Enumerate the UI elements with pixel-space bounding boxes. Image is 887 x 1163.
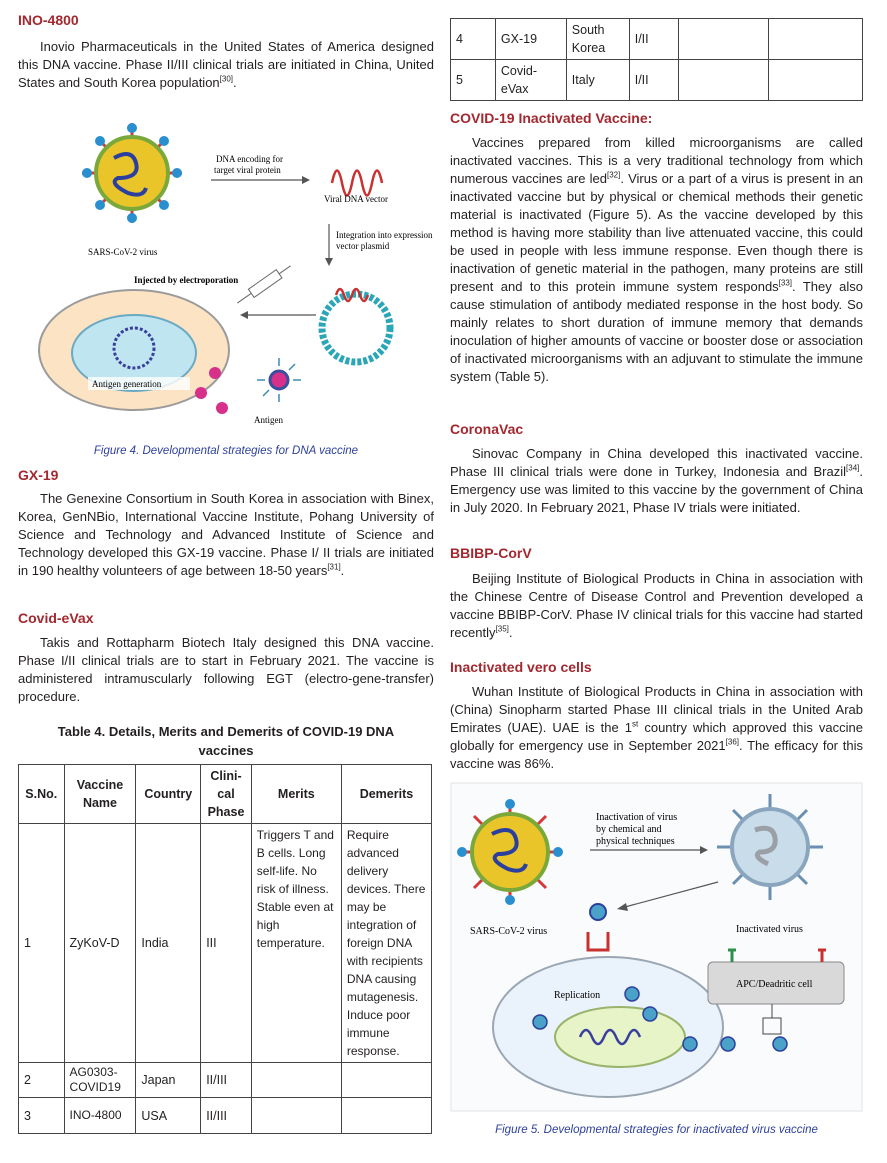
table-cell [251,1063,341,1098]
svg-text:DNA encoding for: DNA encoding for [216,154,283,164]
bbibp-heading: BBIBP-CorV [450,545,532,561]
svg-text:Inactivated virus: Inactivated virus [736,924,803,935]
table-cell: Require advanced delivery devices. There may be integration of foreign DNA with recipients DNA causing mutagenesis. Induce poor immune response. [341,824,431,1063]
ino4800-heading: INO-4800 [18,12,79,28]
table-row [451,19,863,60]
table-header: Clini-cal Phase [201,765,252,824]
table-cell: India [136,824,201,1063]
table-cell: South Korea [566,19,629,60]
table-cell: 4 [451,19,496,60]
table-cell: II/III [201,1063,252,1098]
svg-text:Integration into expression: Integration into expression [336,230,433,240]
table-cell [251,1098,341,1134]
svg-text:Inactivation of virus: Inactivation of virus [596,812,678,823]
table-cell: II/III [201,1098,252,1134]
svg-text:Replication: Replication [554,990,601,1001]
table-cell [769,19,863,60]
gx19-paragraph: The Genexine Consortium in South Korea in association with Binex, Korea, GenNBio, International Vaccine Institute, Pohang University of Science and Technology and Advanced Institute of Science and Technology developed this GX-19 vaccine. Phase I/ II trials are initiated in 190 healthy volunteers of age between 18-50 years[31]. [18,491,434,578]
sars-cov2-virus-icon [82,123,182,223]
table-cell: 5 [451,60,496,101]
table-cell [678,19,769,60]
svg-text:APC/Deadritic cell: APC/Deadritic cell [736,979,813,990]
table-cell: I/II [629,19,678,60]
svg-text:Antigen: Antigen [254,415,283,425]
figure4-dna-vaccine-diagram [26,118,446,436]
table-cell: INO-4800 [64,1098,136,1134]
inactivated-vaccine-paragraph: Vaccines prepared from killed microorganisms are called inactivated vaccines. This is a very traditional technology from which numerous vaccines are led[32]. Virus or a part of a virus is present in an inactivated vaccine but by physical or chemical methods their genetic material is inactivated (Figure 5). As the vaccine developed by this method is having more stability than live attenuated vaccine, this could be used in people with less immune response. Even though there is inactivation of genetic material in the pathogen, many proteins are still present and to this protein immune system responds[33]. They also cause stimulation of antibody mediated response in the host body. So mainly relates to short duration of immune memory that demands inoculation of higher amounts of vaccine or booster dose or association of inactivated microorganisms with an adjuvant to stimulate the immune system (Table 5). [450,135,864,384]
svg-text:SARS-CoV-2 virus: SARS-CoV-2 virus [88,247,158,257]
figure5-inactivated-vaccine-diagram [450,782,863,1112]
table4 [18,764,432,1134]
table-cell: GX-19 [495,19,566,60]
table-cell: USA [136,1098,201,1134]
figure4-caption: Figure 4. Developmental strategies for DNA vaccine [93,445,359,457]
table-cell [678,60,769,101]
vero-cells-heading: Inactivated vero cells [450,659,592,675]
table-cell: 2 [19,1063,65,1098]
gx19-heading: GX-19 [18,467,59,483]
table-cell: Italy [566,60,629,101]
host-cell-icon [493,957,723,1097]
table-header: Merits [251,765,341,824]
svg-text:physical techniques: physical techniques [596,836,675,847]
svg-text:Antigen generation: Antigen generation [92,379,162,389]
table-row [19,1063,432,1098]
table-cell: Japan [136,1063,201,1098]
table-header: Vaccine Name [64,765,136,824]
table-row [19,824,432,1063]
coronavac-paragraph: Sinovac Company in China developed this inactivated vaccine. Phase III clinical trials were done in Turkey, Indonesia and Brazil[34]. Emergency use was limited to this vaccine by the government of China in July 2020. In February 2021, Phase IV trials were initiated. [450,446,863,515]
table-cell: Covid-eVax [495,60,566,101]
antigen-icon [257,358,301,402]
inactivated-vaccine-heading: COVID-19 Inactivated Vaccine: [450,110,653,126]
table-cell: III [201,824,252,1063]
table-header: S.No. [19,765,65,824]
vero-cells-paragraph: Wuhan Institute of Biological Products in China in association with (China) Sinopharm started Phase III clinical trials in the United Arab Emirates (UAE). UAE is the 1st country which approved this vaccine globally for emergency use in September 2021[36]. The efficacy for this vaccine was 86%. [450,684,863,771]
table-cell: AG0303-COVID19 [64,1063,136,1098]
figure5-caption: Figure 5. Developmental strategies for inactivated virus vaccine [495,1124,818,1136]
svg-text:Viral DNA vector: Viral DNA vector [324,194,388,204]
table-header: Demerits [341,765,431,824]
table-cell: 3 [19,1098,65,1134]
svg-text:SARS-CoV-2 virus: SARS-CoV-2 virus [470,926,548,937]
svg-text:vector plasmid: vector plasmid [336,241,390,251]
table4-continued [450,18,863,101]
table-header-row [19,765,432,824]
ino4800-paragraph: Inovio Pharmaceuticals in the United States of America designed this DNA vaccine. Phase II/III clinical trials are initiated in China, United States and South Korea population[30]. [18,39,434,90]
bbibp-paragraph: Beijing Institute of Biological Products in China in association with the Chinese Centre of Disease Control and Prevention developed a vaccine BBIBP-CorV. Phase IV clinical trials for this vaccine had started recently[35]. [450,571,863,640]
table4-title: Table 4. Details, Merits and Demerits of COVID-19 DNA vaccines [57,724,395,758]
table-cell: I/II [629,60,678,101]
table-row [451,60,863,101]
table-cell: 1 [19,824,65,1063]
table-cell [341,1098,431,1134]
table-cell [341,1063,431,1098]
table-row [19,1098,432,1134]
table-cell: ZyKoV-D [64,824,136,1063]
syringe-icon [234,262,293,307]
dna-helix-icon [332,171,382,196]
covid-evax-paragraph: Takis and Rottapharm Biotech Italy designed this DNA vaccine. Phase I/II clinical trials are to start in February 2021. The vaccine is administered intramuscularly following EGT (electro-gene-transfer) procedure. [18,635,434,704]
svg-text:by chemical and: by chemical and [596,824,662,835]
svg-text:target viral protein: target viral protein [214,165,281,175]
table-cell [769,60,863,101]
svg-text:Injected by electroporation: Injected by electroporation [134,275,239,285]
covid-evax-heading: Covid-eVax [18,610,94,626]
coronavac-heading: CoronaVac [450,421,524,437]
plasmid-icon [322,289,390,362]
table-cell: Triggers T and B cells. Long self-life. No risk of illness. Stable even at high temperature. [251,824,341,1063]
table-header: Country [136,765,201,824]
